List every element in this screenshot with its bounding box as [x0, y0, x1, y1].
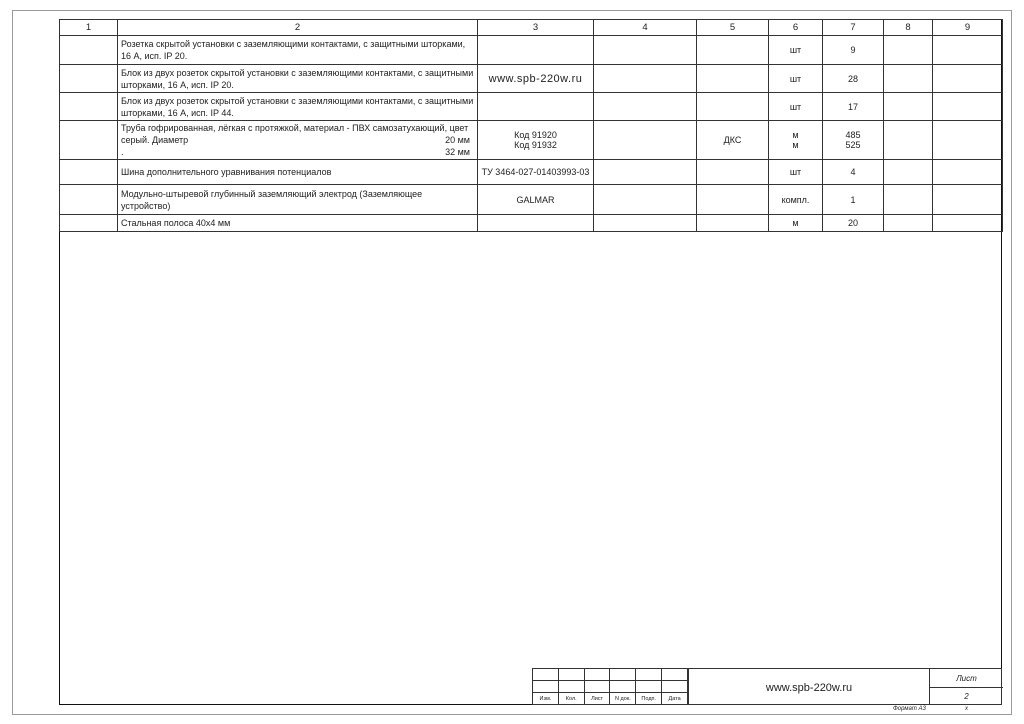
- column-header-7: 7: [823, 20, 884, 36]
- empty-cell: [884, 160, 933, 185]
- code-line: Код 91920: [514, 130, 557, 140]
- stamp-cell: [662, 681, 688, 693]
- title-block: [688, 668, 1002, 705]
- diameter-value: 20 мм: [445, 135, 470, 145]
- column-header-8: 8: [884, 20, 933, 36]
- empty-cell: [884, 36, 933, 65]
- stamp-cell: [584, 681, 610, 693]
- row-position-cell: [60, 215, 118, 232]
- stamp-cell: [558, 681, 584, 693]
- unit-line: м: [792, 130, 799, 140]
- item-unit: шт: [769, 36, 823, 65]
- item-unit: [769, 121, 823, 160]
- diameter-label: .: [121, 147, 124, 157]
- stamp-label: Кол.: [558, 693, 584, 705]
- description-line: шторками, 16 А, исп. IP 44.: [121, 107, 234, 118]
- item-manufacturer: ДКС: [697, 121, 769, 160]
- item-description: [118, 121, 478, 160]
- quantity-line: 525: [845, 140, 861, 150]
- stamp-label: Изм.: [533, 693, 559, 705]
- column-header-1: 1: [60, 20, 118, 36]
- stamp-cell: [610, 669, 636, 681]
- column-number-row: [60, 20, 1003, 36]
- item-description: [118, 185, 478, 215]
- row-position-cell: [60, 93, 118, 121]
- table-row: [60, 36, 1003, 65]
- empty-cell: [933, 160, 1003, 185]
- column-header-5: 5: [697, 20, 769, 36]
- empty-cell: [594, 36, 697, 65]
- empty-cell: [933, 185, 1003, 215]
- item-description: [118, 93, 478, 121]
- description-line: устройство): [121, 200, 171, 211]
- code-line: Код 91932: [514, 140, 557, 150]
- item-manufacturer: [697, 93, 769, 121]
- empty-cell: [884, 65, 933, 93]
- table-row: [60, 121, 1003, 160]
- title-block-site: www.spb-220w.ru: [765, 681, 853, 694]
- item-quantity: 17: [823, 93, 884, 121]
- row-position-cell: [60, 160, 118, 185]
- table-row: [60, 185, 1003, 215]
- format-label: Формат А3: [893, 706, 926, 712]
- empty-cell: [594, 215, 697, 232]
- empty-cell: [884, 121, 933, 160]
- column-header-3: 3: [478, 20, 594, 36]
- sheet-label: Лист: [930, 669, 1003, 688]
- description-line: Блок из двух розеток скрытой установки с заземляющими контактами, с защитными: [121, 95, 474, 106]
- item-unit: компл.: [769, 185, 823, 215]
- format-mark: х: [965, 706, 968, 712]
- item-code: [478, 215, 594, 232]
- stamp-cell: [533, 681, 559, 693]
- site-watermark: www.spb-220w.ru: [478, 65, 594, 93]
- column-header-2: 2: [118, 20, 478, 36]
- item-manufacturer: [697, 65, 769, 93]
- stamp-cell: [636, 681, 662, 693]
- stamp-label-row: [533, 693, 688, 705]
- stamp-cell: [533, 669, 559, 681]
- table-row: [60, 215, 1003, 232]
- specification-table: [59, 19, 1003, 232]
- stamp-cell: [662, 669, 688, 681]
- item-manufacturer: [697, 160, 769, 185]
- stamp-label: Лист: [584, 693, 610, 705]
- item-description: [118, 160, 478, 185]
- description-diameter-line: [121, 134, 474, 146]
- item-unit: шт: [769, 160, 823, 185]
- row-position-cell: [60, 65, 118, 93]
- description-diameter-line: [121, 146, 474, 158]
- empty-cell: [884, 215, 933, 232]
- item-description: [118, 215, 478, 232]
- item-code: ТУ 3464-027-01403993-03: [478, 160, 594, 185]
- stamp-row: [533, 669, 688, 681]
- item-manufacturer: [697, 215, 769, 232]
- unit-line: м: [792, 140, 799, 150]
- table-row: [60, 65, 1003, 93]
- empty-cell: [884, 185, 933, 215]
- column-header-6: 6: [769, 20, 823, 36]
- description-line: Блок из двух розеток скрытой установки с заземляющими контактами, с защитными: [121, 67, 474, 78]
- revision-stamp: [532, 668, 688, 705]
- empty-cell: [933, 93, 1003, 121]
- item-quantity: 4: [823, 160, 884, 185]
- sheet-number-box: [929, 669, 1003, 705]
- stamp-cell: [584, 669, 610, 681]
- item-unit: м: [769, 215, 823, 232]
- item-quantity: 20: [823, 215, 884, 232]
- empty-cell: [933, 65, 1003, 93]
- stamp-cell: [636, 669, 662, 681]
- stamp-label: Подп.: [636, 693, 662, 705]
- stamp-row: [533, 681, 688, 693]
- item-code: [478, 121, 594, 160]
- empty-cell: [594, 65, 697, 93]
- item-code: [478, 36, 594, 65]
- empty-cell: [594, 185, 697, 215]
- row-position-cell: [60, 36, 118, 65]
- row-position-cell: [60, 185, 118, 215]
- sheet-number: 2: [964, 692, 969, 701]
- item-unit: шт: [769, 65, 823, 93]
- description-line: Розетка скрытой установки с заземляющими контактами, с защитными шторками,: [121, 39, 466, 49]
- item-manufacturer: [697, 36, 769, 65]
- empty-cell: [933, 36, 1003, 65]
- item-code: [478, 93, 594, 121]
- diameter-value: 32 мм: [445, 147, 470, 157]
- empty-cell: [933, 215, 1003, 232]
- column-header-9: 9: [933, 20, 1003, 36]
- diameter-label: серый. Диаметр: [121, 135, 189, 145]
- item-unit: шт: [769, 93, 823, 121]
- item-code: GALMAR: [478, 185, 594, 215]
- item-manufacturer: [697, 185, 769, 215]
- description-line: Стальная полоса 40х4 мм: [121, 218, 231, 228]
- description-line: шторками, 16 А, исп. IP 20.: [121, 79, 234, 90]
- stamp-label: N док.: [610, 693, 636, 705]
- table-row: [60, 160, 1003, 185]
- empty-cell: [933, 121, 1003, 160]
- stamp-label: Дата: [662, 693, 688, 705]
- item-description: [118, 36, 478, 65]
- description-line: Модульно-штыревой глубинный заземляющий электрод (Заземляющее: [121, 188, 423, 199]
- empty-cell: [884, 93, 933, 121]
- column-header-4: 4: [594, 20, 697, 36]
- stamp-cell: [558, 669, 584, 681]
- description-line: Труба гофрированная, лёгкая с протяжкой, материал - ПВХ самозатухающий, цвет: [121, 123, 469, 133]
- item-description: [118, 65, 478, 93]
- table-row: [60, 93, 1003, 121]
- item-quantity: 28: [823, 65, 884, 93]
- empty-cell: [594, 93, 697, 121]
- item-quantity: 9: [823, 36, 884, 65]
- empty-cell: [594, 160, 697, 185]
- description-line: 16 А, исп. IP 20.: [121, 51, 188, 61]
- stamp-cell: [610, 681, 636, 693]
- description-line: Шина дополнительного уравнивания потенциалов: [121, 167, 332, 177]
- item-quantity: [823, 121, 884, 160]
- quantity-line: 485: [845, 130, 861, 140]
- item-quantity: 1: [823, 185, 884, 215]
- row-position-cell: [60, 121, 118, 160]
- empty-cell: [594, 121, 697, 160]
